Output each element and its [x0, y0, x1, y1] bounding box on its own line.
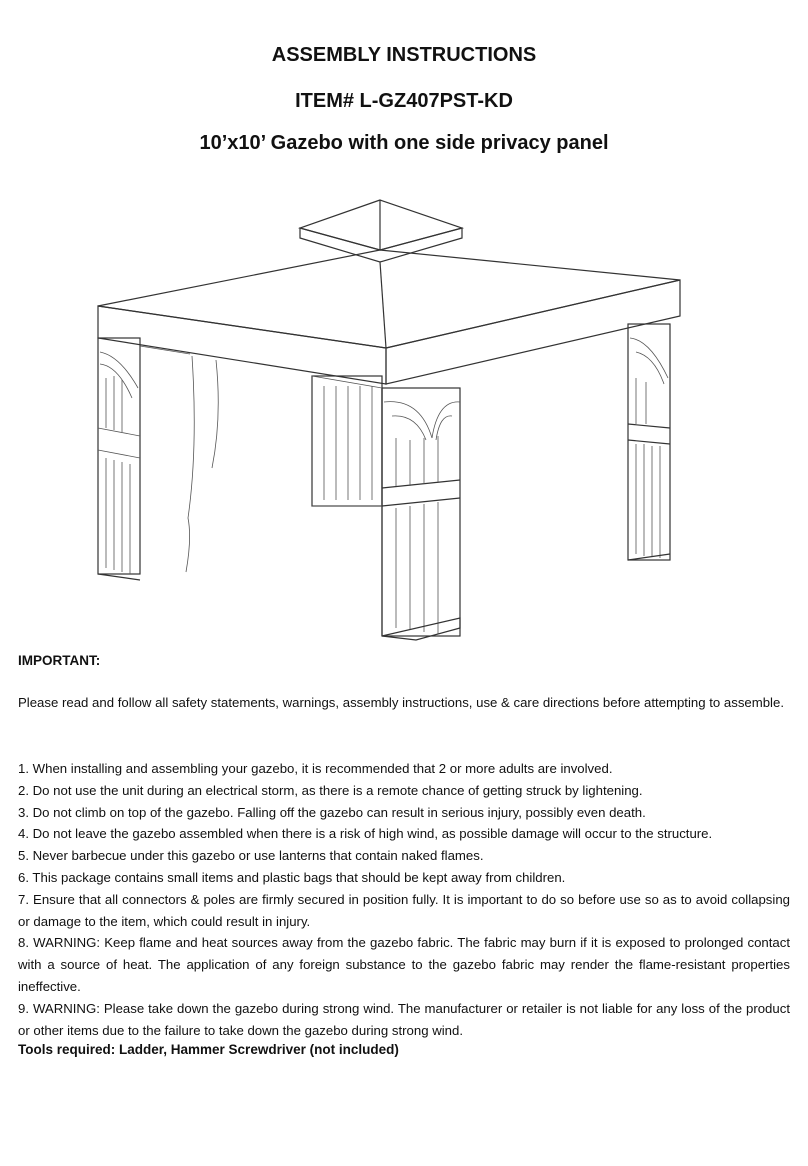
list-item: 6. This package contains small items and plastic bags that should be kept away from children.: [18, 869, 566, 885]
product-name: 10’x10’ Gazebo with one side privacy panel: [199, 132, 609, 154]
list-item: 5. Never barbecue under this gazebo or use lanterns that contain naked flames.: [18, 848, 484, 864]
safety-intro: Please read and follow all safety statements, warnings, assembly instructions, use & care directions before attempting to assemble.: [18, 695, 784, 710]
tools-required: Tools required: Ladder, Hammer Screwdriver (not included): [18, 1042, 399, 1057]
list-item: 4. Do not leave the gazebo assembled when there is a risk of high wind, as possible damage will occur to the structure.: [18, 826, 713, 842]
list-item: 9. WARNING: Please take down the gazebo during strong wind. The manufacturer or retailer is not liable for any loss of the product or other items due to the failure to take down the gazebo during strong wind.: [18, 1000, 790, 1038]
list-item: 3. Do not climb on top of the gazebo. Falling off the gazebo can result in serious injury, possibly even death.: [18, 804, 646, 820]
item-number: ITEM# L-GZ407PST-KD: [295, 90, 513, 112]
document-title: ASSEMBLY INSTRUCTIONS: [271, 44, 537, 66]
important-heading: IMPORTANT:: [18, 653, 101, 668]
list-item: 2. Do not use the unit during an electrical storm, as there is a remote chance of getting struck by lightening.: [18, 782, 643, 798]
list-item: 8. WARNING: Keep flame and heat sources away from the gazebo fabric. The fabric may burn if it is exposed to prolonged contact with a source of heat. The application of any foreign substance to the gazebo fabric may render the flame-resistant properties ineffective.: [18, 935, 790, 994]
list-item: 7. Ensure that all connectors & poles are firmly secured in position fully. It is important to do so before use so as to avoid collapsing or damage to the item, which could result in injury.: [18, 891, 790, 929]
list-item: 1. When installing and assembling your gazebo, it is recommended that 2 or more adults are involved.: [18, 761, 613, 776]
safety-rules-list: [18, 758, 790, 1041]
gazebo-illustration: [80, 188, 700, 648]
